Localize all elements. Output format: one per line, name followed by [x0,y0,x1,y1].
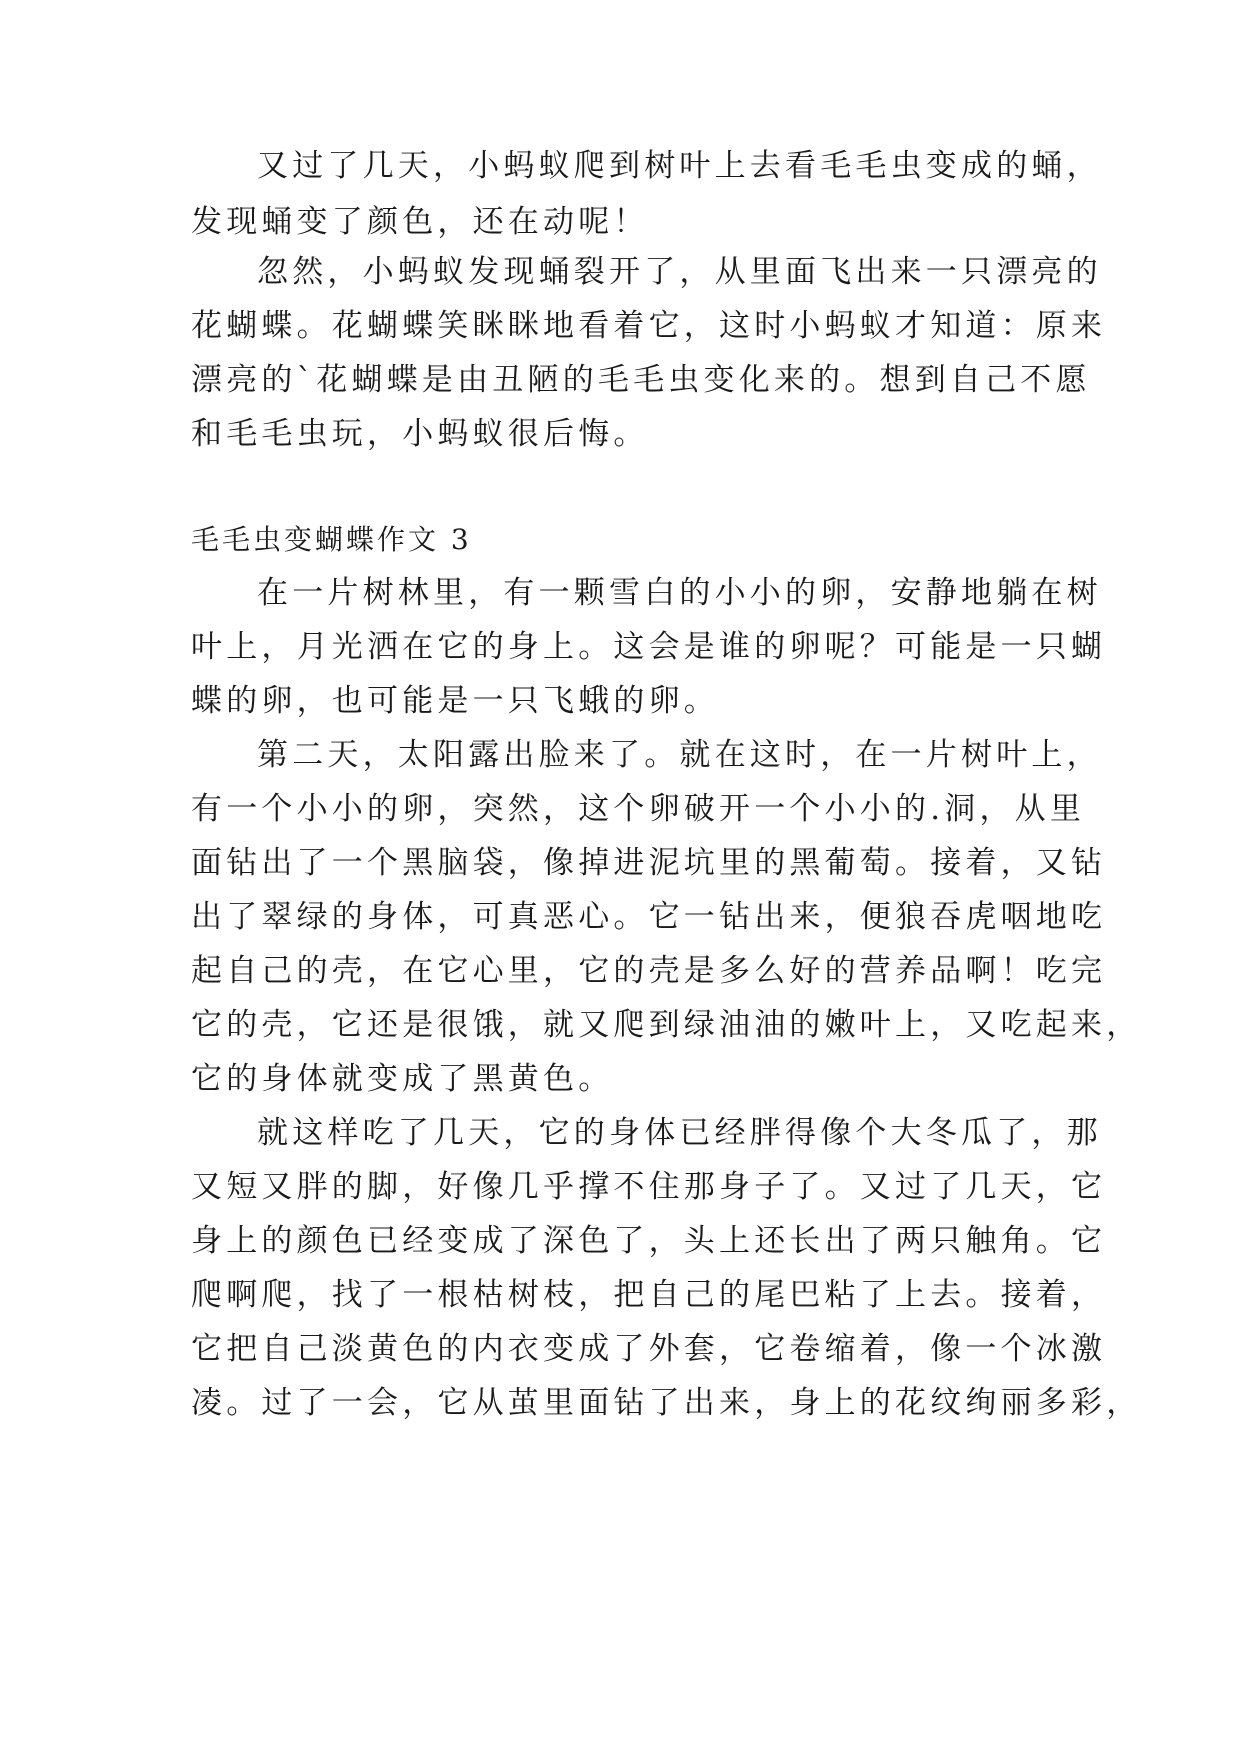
paragraph-line: 它的身体就变成了黑黄色。 [191,1061,614,1097]
paragraph-line: 叶上，月光洒在它的身上。这会是谁的卵呢？可能是一只蝴 [191,629,1107,665]
paragraph-line: 有一个小小的卵，突然，这个卵破开一个小小的.洞，从里 [191,791,1086,827]
paragraph-line: 面钻出了一个黑脑袋，像掉进泥坑里的黑葡萄。接着，又钻 [191,845,1107,881]
paragraph-line: 又短又胖的脚，好像几乎撑不住那身子了。又过了几天，它 [191,1169,1107,1205]
paragraph-line: 第二天，太阳露出脸来了。就在这时，在一片树叶上， [257,737,1102,773]
paragraph-line: 就这样吃了几天，它的身体已经胖得像个大冬瓜了，那 [257,1115,1102,1151]
paragraph-line: 蝶的卵，也可能是一只飞蛾的卵。 [191,683,719,719]
paragraph-line: 凌。过了一会，它从茧里面钻了出来，身上的花纹绚丽多彩， [191,1385,1142,1421]
paragraph-line: 它的壳，它还是很饿，就又爬到绿油油的嫩叶上，又吃起来， [191,1007,1142,1043]
paragraph-line: 身上的颜色已经变成了深色了，头上还长出了两只触角。它 [191,1223,1107,1259]
paragraph-line: 起自己的壳，在它心里，它的壳是多么好的营养品啊！吃完 [191,953,1107,989]
section-heading: 毛毛虫变蝴蝶作文 3 [191,523,472,556]
paragraph-line: 忽然，小蚂蚁发现蛹裂开了，从里面飞出来一只漂亮的 [257,254,1102,290]
paragraph-line: 出了翠绿的身体，可真恶心。它一钻出来，便狼吞虎咽地吃 [191,899,1107,935]
paragraph-line: 又过了几天，小蚂蚁爬到树叶上去看毛毛虫变成的蛹， [257,148,1102,184]
paragraph-line: 漂亮的`花蝴蝶是由丑陋的毛毛虫变化来的。想到自己不愿 [191,362,1091,398]
paragraph-line: 在一片树林里，有一颗雪白的小小的卵，安静地躺在树 [257,575,1102,611]
paragraph-line: 和毛毛虫玩，小蚂蚁很后悔。 [191,416,649,452]
paragraph-line: 它把自己淡黄色的内衣变成了外套，它卷缩着，像一个冰激 [191,1331,1107,1367]
paragraph-line: 爬啊爬，找了一根枯树枝，把自己的尾巴粘了上去。接着， [191,1277,1107,1313]
paragraph-line: 花蝴蝶。花蝴蝶笑眯眯地看着它，这时小蚂蚁才知道：原来 [191,308,1107,344]
paragraph-line: 发现蛹变了颜色，还在动呢！ [191,204,649,240]
